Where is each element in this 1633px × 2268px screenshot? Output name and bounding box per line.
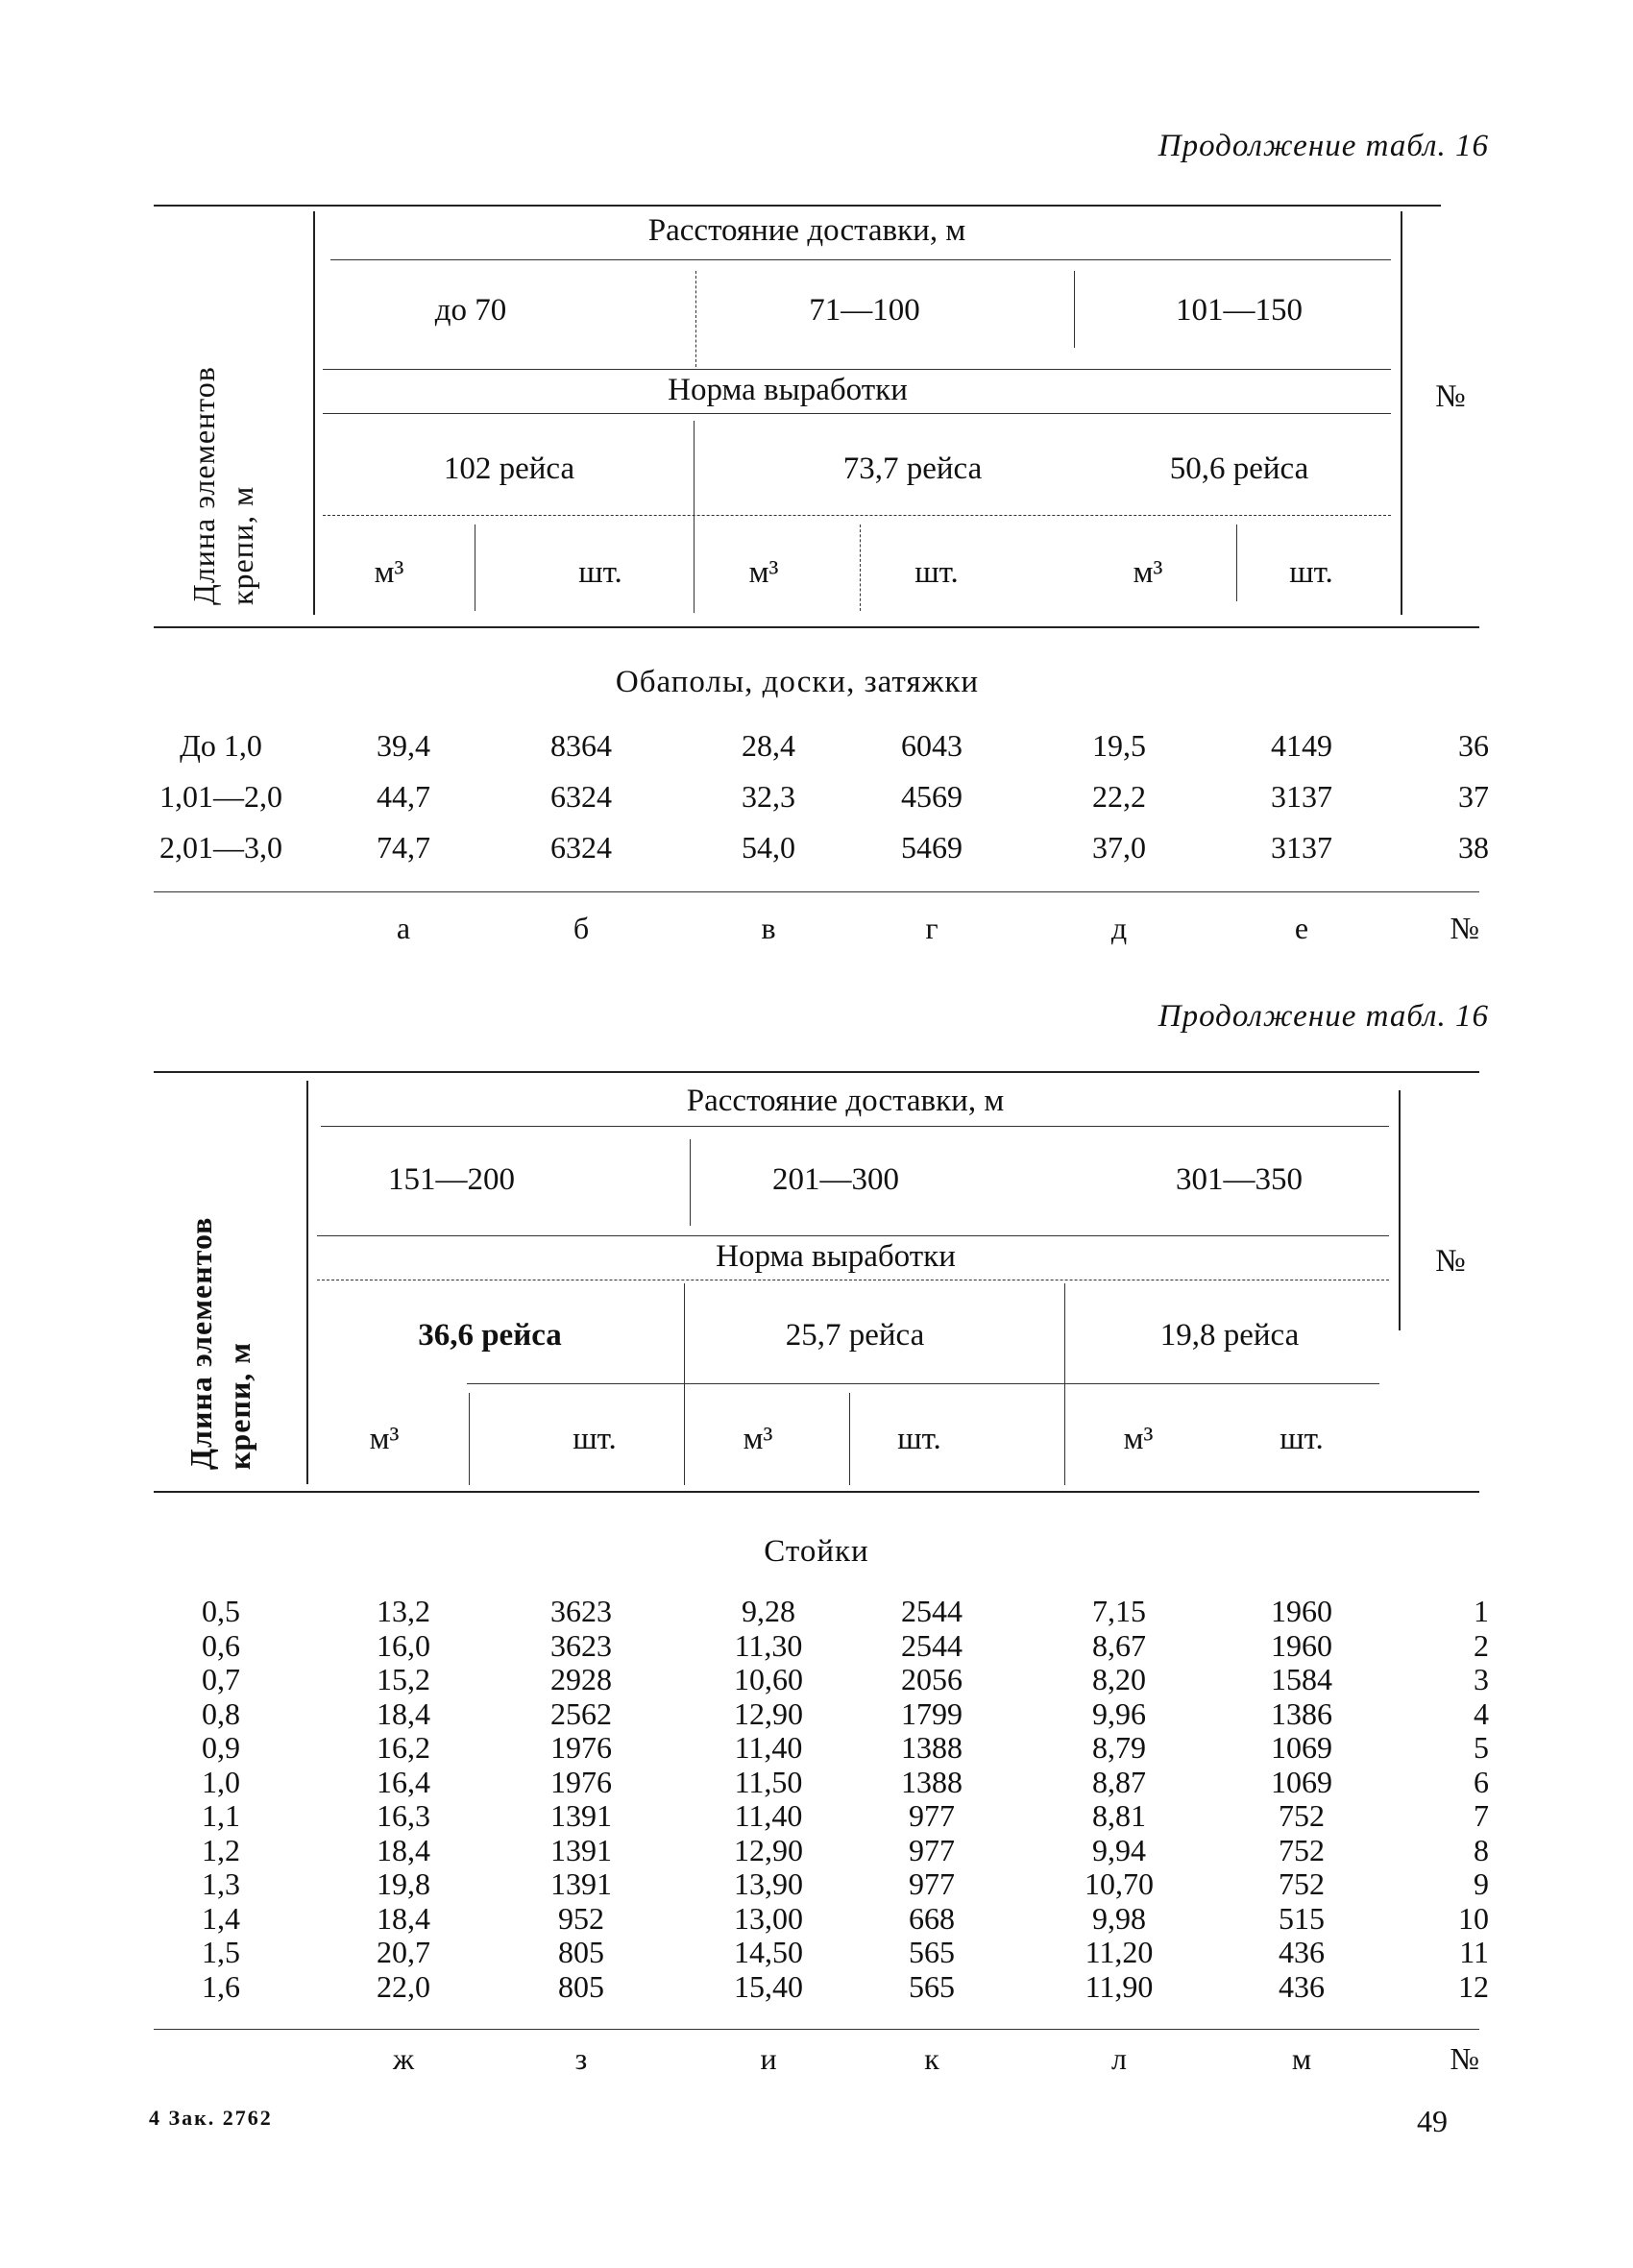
row-length-9: 1,3: [202, 1866, 240, 1901]
cell-r9-c6: 752: [1279, 1866, 1325, 1901]
table2-norm-divider-2: [1064, 1283, 1065, 1485]
table2-unit-sht-1: шт.: [573, 1422, 617, 1456]
cell-r1-c1: 39,4: [377, 728, 430, 763]
cell-r3-c4: 2056: [901, 1662, 963, 1696]
column-letter-3: в: [761, 911, 776, 945]
table1-caption: Продолжение табл. 16: [1158, 129, 1489, 163]
cell-r12-c4: 565: [909, 1968, 955, 2004]
row-length-3: 0,7: [202, 1662, 240, 1696]
cell-r12-c1: 22,0: [377, 1968, 430, 2004]
cell-r2-c3: 11,30: [734, 1627, 803, 1663]
cell-r11-c6: 436: [1279, 1935, 1325, 1969]
cell-r11-c5: 11,20: [1085, 1935, 1154, 1969]
table1-unit-sht-1: шт.: [578, 555, 622, 590]
cell-r1-c4: 2544: [901, 1594, 963, 1628]
table1-norm-rule-top: [323, 369, 1391, 370]
column-letter-2: б: [573, 911, 590, 945]
table2-norm-3: 19,8 рейса: [1159, 1318, 1300, 1353]
cell-r2-c5: 22,2: [1092, 779, 1146, 814]
column-letter-4: г: [925, 911, 938, 945]
table1-unit-divider-2: [860, 524, 861, 611]
table1-norm-3: 50,6 рейса: [1169, 451, 1309, 486]
column-letter-2: з: [574, 2041, 588, 2076]
cell-r10-c6: 515: [1279, 1900, 1325, 1936]
cell-r3-c6: 3137: [1271, 830, 1332, 865]
table1-no-header: №: [1435, 379, 1466, 414]
cell-r9-c4: 977: [909, 1866, 955, 1901]
column-letter-6: е: [1294, 911, 1309, 945]
table2-no-divider: [1399, 1090, 1401, 1330]
row-number-12: 12: [1458, 1968, 1489, 2004]
cell-r5-c1: 16,2: [377, 1730, 430, 1765]
cell-r7-c6: 752: [1279, 1798, 1325, 1833]
cell-r2-c6: 1960: [1271, 1627, 1332, 1663]
table2-unit-m3-1: м³: [369, 1422, 400, 1456]
cell-r4-c6: 1386: [1271, 1695, 1332, 1731]
table1-range-3: 101—150: [1176, 293, 1303, 328]
cell-r11-c3: 14,50: [734, 1935, 803, 1969]
cell-r12-c3: 15,40: [734, 1968, 803, 2004]
cell-r3-c1: 74,7: [377, 830, 430, 865]
cell-r1-c2: 8364: [550, 728, 612, 763]
cell-r1-c3: 9,28: [742, 1594, 795, 1628]
cell-r8-c4: 977: [909, 1832, 955, 1867]
table1-range-divider-2: [1074, 271, 1075, 348]
cell-r9-c2: 1391: [550, 1866, 612, 1901]
table2-norm-1: 36,6 рейса: [418, 1318, 562, 1353]
table1-section-title: Обаполы, доски, затяжки: [615, 665, 980, 699]
cell-r6-c2: 1976: [550, 1764, 612, 1799]
page-number: 49: [1417, 2104, 1448, 2138]
row-length-2: 1,01—2,0: [159, 779, 282, 814]
row-length-7: 1,1: [202, 1798, 240, 1833]
table1-norm-header: Норма выработки: [668, 373, 908, 407]
column-letter-3: и: [760, 2041, 777, 2076]
cell-r4-c4: 1799: [901, 1695, 963, 1731]
table2-stub-header-line2: крепи, м: [222, 1341, 256, 1470]
row-number-6: 6: [1474, 1764, 1489, 1799]
cell-r12-c2: 805: [558, 1968, 604, 2004]
cell-r5-c6: 1069: [1271, 1730, 1332, 1765]
table2-distance-rule: [321, 1126, 1389, 1127]
table2-unit-rule: [467, 1383, 1379, 1384]
table2-range-3: 301—350: [1176, 1162, 1303, 1197]
table1-norm-divider-1: [694, 421, 695, 613]
table2-unit-sht-2: шт.: [897, 1422, 941, 1456]
table1-range-1: до 70: [434, 293, 507, 328]
table2-unit-divider-1: [469, 1393, 470, 1485]
cell-r4-c2: 2562: [550, 1695, 612, 1731]
cell-r12-c6: 436: [1279, 1968, 1325, 2004]
row-number-5: 5: [1474, 1730, 1489, 1765]
cell-r12-c5: 11,90: [1085, 1968, 1154, 2004]
cell-r8-c2: 1391: [550, 1832, 612, 1867]
cell-r1-c6: 1960: [1271, 1594, 1332, 1628]
cell-r6-c5: 8,87: [1092, 1764, 1146, 1799]
table2-unit-m3-2: м³: [743, 1422, 773, 1456]
cell-r6-c1: 16,4: [377, 1764, 430, 1799]
table2-no-header: №: [1435, 1244, 1466, 1279]
table1-distance-header: Расстояние доставки, м: [647, 213, 966, 248]
row-number-7: 7: [1474, 1798, 1489, 1833]
table1-body-bottom-rule: [154, 891, 1479, 892]
cell-r3-c4: 5469: [901, 830, 963, 865]
cell-r9-c5: 10,70: [1085, 1866, 1154, 1901]
cell-r3-c5: 8,20: [1092, 1662, 1146, 1696]
cell-r10-c3: 13,00: [734, 1900, 803, 1936]
table1-unit-rule: [323, 515, 1391, 516]
table2-distance-header: Расстояние доставки, м: [686, 1084, 1005, 1118]
row-number-4: 4: [1474, 1695, 1489, 1731]
table1-distance-rule: [330, 259, 1391, 260]
column-letter-no: №: [1450, 2041, 1479, 2076]
row-number-9: 9: [1474, 1866, 1489, 1901]
table1-unit-divider-3: [1236, 524, 1237, 601]
cell-r8-c6: 752: [1279, 1832, 1325, 1867]
table2-norm-rule-top: [317, 1235, 1389, 1236]
cell-r1-c5: 7,15: [1092, 1594, 1146, 1628]
cell-r3-c2: 2928: [550, 1662, 612, 1696]
table1-header-bottom-rule: [154, 626, 1479, 628]
table2-range-2: 201—300: [772, 1162, 899, 1197]
cell-r6-c4: 1388: [901, 1764, 963, 1799]
table1-unit-m3-3: м³: [1133, 555, 1163, 590]
cell-r3-c3: 10,60: [734, 1662, 803, 1696]
row-length-8: 1,2: [202, 1832, 240, 1867]
table1-norm-1: 102 рейса: [443, 451, 575, 486]
cell-r6-c3: 11,50: [734, 1764, 803, 1799]
cell-r10-c4: 668: [909, 1900, 955, 1936]
cell-r2-c2: 6324: [550, 779, 612, 814]
column-letter-1: а: [396, 911, 411, 945]
cell-r1-c6: 4149: [1271, 728, 1332, 763]
cell-r7-c2: 1391: [550, 1798, 612, 1833]
row-number-11: 11: [1459, 1935, 1489, 1969]
table2-unit-sht-3: шт.: [1280, 1422, 1324, 1456]
cell-r8-c1: 18,4: [377, 1832, 430, 1867]
table1-unit-sht-2: шт.: [914, 555, 959, 590]
cell-r1-c4: 6043: [901, 728, 963, 763]
table2-stub-header-line1: Длина элементов: [183, 1216, 218, 1470]
table1-top-rule: [154, 205, 1441, 207]
cell-r8-c3: 12,90: [734, 1832, 803, 1867]
cell-r7-c4: 977: [909, 1798, 955, 1833]
cell-r7-c1: 16,3: [377, 1798, 430, 1833]
row-number-2: 2: [1474, 1627, 1489, 1663]
table1-stub-header-line2: крепи, м: [225, 485, 259, 605]
cell-r3-c1: 15,2: [377, 1662, 430, 1696]
table2-unit-divider-2: [849, 1393, 850, 1485]
cell-r5-c5: 8,79: [1092, 1730, 1146, 1765]
row-number-3: 38: [1458, 830, 1489, 865]
column-letter-1: ж: [392, 2041, 415, 2076]
cell-r3-c3: 54,0: [742, 830, 795, 865]
table2-caption: Продолжение табл. 16: [1158, 999, 1489, 1034]
cell-r2-c1: 16,0: [377, 1627, 430, 1663]
table1-no-divider: [1401, 211, 1402, 615]
cell-r2-c4: 2544: [901, 1627, 963, 1663]
cell-r2-c2: 3623: [550, 1627, 612, 1663]
cell-r2-c5: 8,67: [1092, 1627, 1146, 1663]
table2-section-title: Стойки: [764, 1534, 869, 1569]
row-length-2: 0,6: [202, 1627, 240, 1663]
table2-body-bottom-rule: [154, 2029, 1479, 2030]
cell-r4-c3: 12,90: [734, 1695, 803, 1731]
cell-r7-c5: 8,81: [1092, 1798, 1146, 1833]
table2-unit-m3-3: м³: [1123, 1422, 1154, 1456]
cell-r9-c1: 19,8: [377, 1866, 430, 1901]
table2-stub-divider: [306, 1081, 308, 1484]
cell-r5-c4: 1388: [901, 1730, 963, 1765]
cell-r2-c1: 44,7: [377, 779, 430, 814]
column-letter-no: №: [1450, 911, 1479, 945]
row-number-10: 10: [1458, 1900, 1489, 1936]
row-number-1: 1: [1474, 1594, 1489, 1628]
cell-r4-c5: 9,96: [1092, 1695, 1146, 1731]
order-note: 4 Зак. 2762: [149, 2106, 273, 2130]
table1-unit-m3-1: м³: [374, 555, 404, 590]
cell-r3-c2: 6324: [550, 830, 612, 865]
cell-r10-c5: 9,98: [1092, 1900, 1146, 1936]
row-length-4: 0,8: [202, 1695, 240, 1731]
cell-r3-c6: 1584: [1271, 1662, 1332, 1696]
cell-r6-c6: 1069: [1271, 1764, 1332, 1799]
row-length-10: 1,4: [202, 1900, 240, 1936]
cell-r9-c3: 13,90: [734, 1866, 803, 1901]
table1-range-divider-1: [695, 271, 696, 367]
table1-range-2: 71—100: [809, 293, 920, 328]
row-number-3: 3: [1474, 1662, 1489, 1696]
cell-r10-c2: 952: [558, 1900, 604, 1936]
row-length-5: 0,9: [202, 1730, 240, 1765]
table1-norm-2: 73,7 рейса: [842, 451, 983, 486]
cell-r5-c2: 1976: [550, 1730, 612, 1765]
cell-r1-c1: 13,2: [377, 1594, 430, 1628]
table2-top-rule: [154, 1071, 1479, 1073]
cell-r11-c4: 565: [909, 1935, 955, 1969]
column-letter-4: к: [924, 2041, 939, 2076]
cell-r2-c6: 3137: [1271, 779, 1332, 814]
cell-r4-c1: 18,4: [377, 1695, 430, 1731]
cell-r1-c3: 28,4: [742, 728, 795, 763]
cell-r3-c5: 37,0: [1092, 830, 1146, 865]
table2-header-bottom-rule: [154, 1491, 1479, 1493]
cell-r2-c4: 4569: [901, 779, 963, 814]
table1-norm-rule-bottom: [323, 413, 1391, 414]
row-length-3: 2,01—3,0: [159, 830, 282, 865]
table1-stub-divider: [313, 211, 315, 615]
row-length-6: 1,0: [202, 1764, 240, 1799]
row-length-12: 1,6: [202, 1968, 240, 2004]
table2-range-1: 151—200: [388, 1162, 515, 1197]
row-number-8: 8: [1474, 1832, 1489, 1867]
cell-r8-c5: 9,94: [1092, 1832, 1146, 1867]
table1-stub-header-line1: Длина элементов: [186, 366, 221, 605]
row-length-1: До 1,0: [180, 728, 262, 763]
row-number-2: 37: [1458, 779, 1489, 814]
table2-norm-divider-1: [684, 1283, 685, 1485]
cell-r7-c3: 11,40: [734, 1798, 803, 1833]
row-length-11: 1,5: [202, 1935, 240, 1969]
column-letter-5: д: [1110, 911, 1128, 945]
table2-range-divider-1: [690, 1139, 691, 1226]
cell-r10-c1: 18,4: [377, 1900, 430, 1936]
column-letter-5: л: [1111, 2041, 1127, 2076]
cell-r1-c2: 3623: [550, 1594, 612, 1628]
table2-norm-header: Норма выработки: [716, 1239, 956, 1274]
table1-unit-m3-2: м³: [748, 555, 779, 590]
cell-r5-c3: 11,40: [734, 1730, 803, 1765]
table2-norm-2: 25,7 рейса: [785, 1318, 925, 1353]
table1-unit-sht-3: шт.: [1289, 555, 1333, 590]
cell-r11-c1: 20,7: [377, 1935, 430, 1969]
row-number-1: 36: [1458, 728, 1489, 763]
cell-r1-c5: 19,5: [1092, 728, 1146, 763]
cell-r11-c2: 805: [558, 1935, 604, 1969]
cell-r2-c3: 32,3: [742, 779, 795, 814]
column-letter-6: м: [1291, 2041, 1312, 2076]
row-length-1: 0,5: [202, 1594, 240, 1628]
